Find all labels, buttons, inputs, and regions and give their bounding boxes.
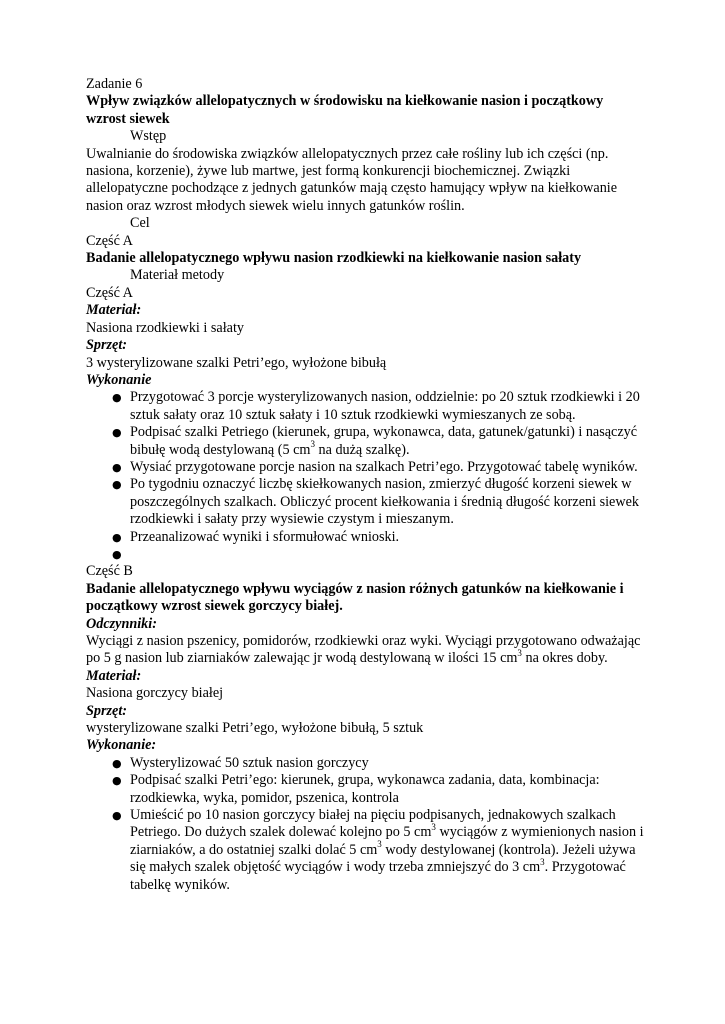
part-b-label: Część B bbox=[86, 563, 133, 580]
list-item-empty bbox=[86, 546, 646, 563]
bullet-dot-icon: ● bbox=[112, 547, 122, 561]
step-text-part: wody destylowanej (kontrola). Jeżeli używa się małych szalek objętość wyciągów i wody trzeba zmniejszyć do 3 cm bbox=[130, 841, 636, 876]
bullet-dot-icon: ● bbox=[112, 478, 122, 492]
list-item bbox=[86, 772, 646, 807]
main-heading: Wpływ związków allelopatycznych w środowisku na kiełkowanie nasion i początkowy wzrost siewek bbox=[86, 93, 604, 127]
list-item bbox=[86, 389, 646, 424]
part-b-heading: Badanie allelopatycznego wpływu wyciągów z nasion różnych gatunków na kiełkowanie i początkowy wzrost siewek gorczycy białej. bbox=[86, 580, 624, 615]
part-b-material-label: Materiał: bbox=[86, 667, 142, 684]
part-a-procedure-label: Wykonanie bbox=[86, 371, 152, 388]
list-item bbox=[86, 807, 646, 894]
superscript: 3 bbox=[310, 438, 315, 449]
part-b-material-text: Nasiona gorczycy białej bbox=[86, 685, 224, 702]
step-text: Wysiać przygotowane porcje nasion na szalkach Petri’ego. Przygotować tabelę wyników. bbox=[130, 458, 638, 475]
step-text-part: na dużą szalkę). bbox=[314, 441, 410, 458]
list-item bbox=[86, 476, 646, 528]
list-item bbox=[86, 459, 646, 476]
part-a-heading: Badanie allelopatycznego wpływu nasion rzodkiewki na kiełkowanie nasion sałaty bbox=[86, 250, 582, 267]
step-text: Przygotować 3 porcje wysterylizowanych nasion, oddzielnie: po 20 sztuk rzodkiewki i 20 sztuk sałaty oraz 10 sztuk sałaty i 10 sztuk rzodkiewki wymieszanych ze sobą. bbox=[130, 389, 640, 423]
part-a-equipment-label: Sprzęt: bbox=[86, 337, 127, 354]
reagents-text-part: Wyciągi z nasion pszenicy, pomidorów, rzodkiewki oraz wyki. Wyciągi przygotowano odważając po 5 g nasion lub ziarniaków zalewając jr wodą destylowaną w ilości 15 cm bbox=[86, 633, 641, 667]
superscript: 3 bbox=[540, 856, 545, 867]
list-item bbox=[86, 424, 646, 459]
part-a-material-label: Materiał: bbox=[86, 302, 142, 319]
bullet-dot-icon: ● bbox=[112, 809, 122, 823]
step-text bbox=[130, 424, 646, 459]
step-text: Podpisać szalki Petri’ego: kierunek, grupa, wykonawca zadania, data, kombinacja: rzodkiewka, wyka, pomidor, pszenica, kontrola bbox=[130, 772, 600, 806]
bullet-dot-icon: ● bbox=[112, 391, 122, 405]
task-title: Zadanie 6 bbox=[86, 76, 143, 92]
part-b-reagents-label: Odczynniki: bbox=[86, 615, 157, 632]
step-text-part: Podpisać szalki Petriego (kierunek, grupa, wykonawca, data, gatunek/gatunki) i nasączyć bibułę wodą destylowaną (5 cm bbox=[130, 424, 638, 458]
part-a-label: Część A bbox=[86, 232, 133, 249]
intro-label: Wstęp bbox=[130, 128, 167, 145]
superscript: 3 bbox=[431, 821, 436, 832]
goal-label: Cel bbox=[130, 215, 150, 232]
step-text: Po tygodniu oznaczyć liczbę skiełkowanych nasion, zmierzyć długość korzeni siewek w poszczególnych szalkach. Obliczyć procent kiełkowania i średnią długość korzeni siewek rzodkiewki i sałaty przy wysiewie czystym i mieszanym. bbox=[130, 476, 639, 528]
step-text bbox=[130, 807, 646, 894]
step-text-part: wyciągów z wymienionych nasion i ziarniaków, a do ostatniej szalki dolać 5 cm bbox=[130, 824, 644, 858]
part-a-label-2: Część A bbox=[86, 284, 133, 301]
intro-paragraph: Uwalnianie do środowiska związków allelopatycznych przez całe rośliny lub ich części (np. nasiona, korzenie), żywe lub martwe, jest formą konkurencji biochemicznej. Związki allelopatyczne pochodzące z jednych gatunków mają często hamujący wpływ na kiełkowanie nasion oraz wzrost młodych siewek wielu innych gatunków roślin. bbox=[86, 145, 618, 214]
reagents-text-part: na okres doby. bbox=[521, 650, 608, 667]
part-b-procedure-label: Wykonanie: bbox=[86, 737, 157, 754]
document-page bbox=[86, 76, 646, 894]
step-text: Wysterylizować 50 sztuk nasion gorczycy bbox=[130, 754, 369, 771]
part-b-equipment-text: wysterylizowane szalki Petri’ego, wyłożone bibułą, 5 sztuk bbox=[86, 720, 424, 737]
part-b-reagents-text bbox=[86, 633, 646, 668]
bullet-dot-icon: ● bbox=[112, 756, 122, 770]
superscript: 3 bbox=[517, 647, 522, 658]
part-a-steps-list bbox=[86, 389, 646, 563]
part-b-equipment-label: Sprzęt: bbox=[86, 702, 127, 719]
part-b-steps-list bbox=[86, 755, 646, 894]
list-item bbox=[86, 755, 646, 772]
methods-label: Materiał metody bbox=[130, 267, 225, 284]
superscript: 3 bbox=[377, 839, 382, 850]
bullet-dot-icon: ● bbox=[112, 530, 122, 544]
step-text-part: . Przygotować tabelkę wyników. bbox=[130, 859, 626, 893]
bullet-dot-icon: ● bbox=[112, 426, 122, 440]
list-item bbox=[86, 529, 646, 546]
bullet-dot-icon: ● bbox=[112, 460, 122, 474]
bullet-dot-icon: ● bbox=[112, 774, 122, 788]
step-text: Przeanalizować wyniki i sformułować wnioski. bbox=[130, 528, 400, 545]
step-text-part: Umieścić po 10 nasion gorczycy białej na pięciu podpisanych, jednakowych szalkach Petriego. Do dużych szalek dolewać kolejno po 5 cm bbox=[130, 807, 616, 841]
part-a-material-text: Nasiona rzodkiewki i sałaty bbox=[86, 319, 244, 336]
part-a-equipment-text: 3 wysterylizowane szalki Petri’ego, wyłożone bibułą bbox=[86, 354, 387, 371]
